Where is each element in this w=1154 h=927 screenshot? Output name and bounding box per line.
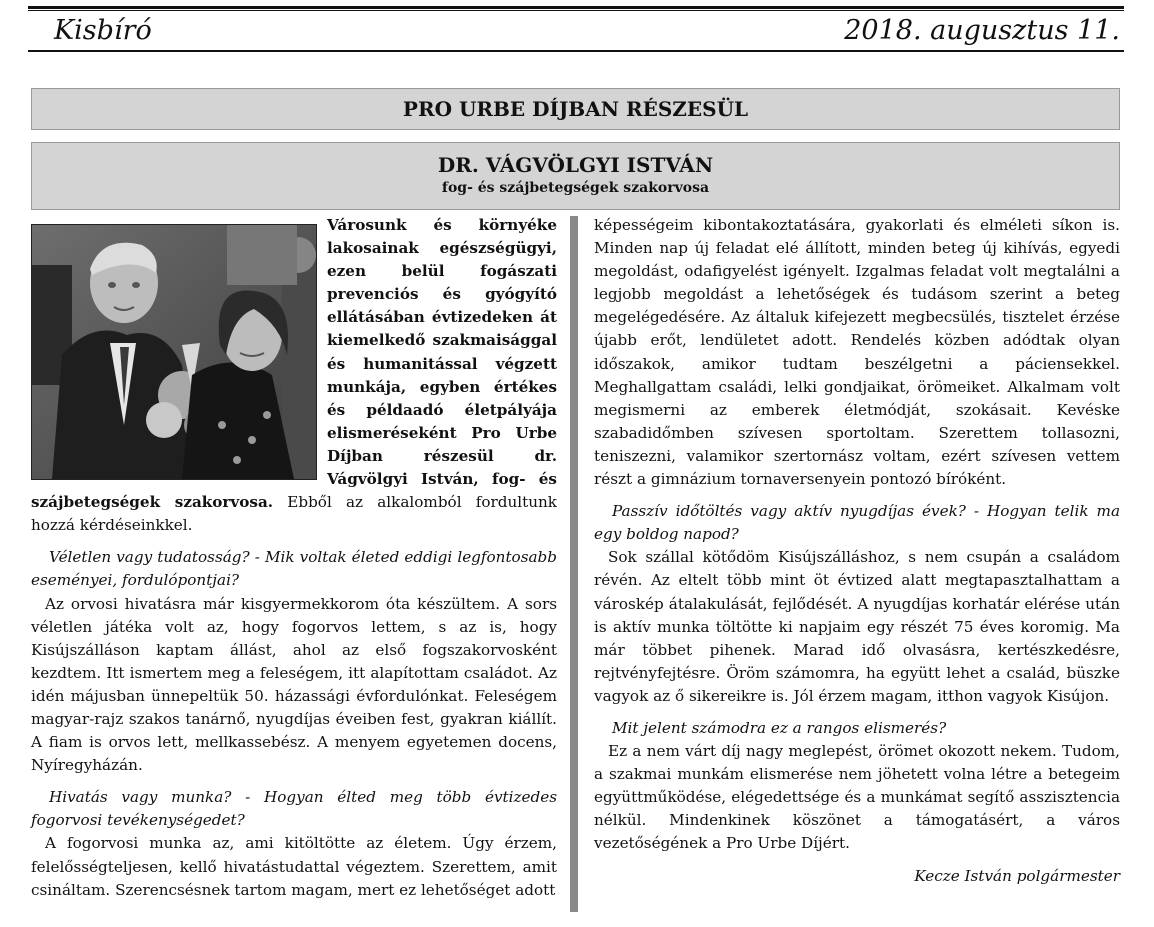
award-banner [31,88,1120,130]
signature: Kecze István polgármester [914,866,1120,885]
intro-rest: Ebből az alkalomból fordultunk hozzá kérdéseinkkel. [31,493,558,535]
question-1: Véletlen vagy tudatosság? - Mik voltak életed eddigi legfontosabb eseményei, fordulópontjai? [31,548,557,590]
name-banner [31,142,1120,210]
masthead [28,14,1124,48]
masthead-top-rule [28,6,1124,9]
answer-3: Sok szállal kötődöm Kisújszálláshoz, s nem csupán a családom révén. Az eltelt több mint öt évtized alatt megtapasztalhattam a városkép átalakulását, fejlődését. A nyugdíjas korhatár elérése után is aktív munka töltötte ki napjaim egy részét 75 éves koromig. Ma már többet pihenek. Marad idő olvasásra, kertészkedésre, rejtvényfejtésre. Öröm számomra, ha együtt lehet a család, büszke vagyok az ő sikereikre is. Jól érzem magam, itthon vagyok Kisújon. [594,548,1120,705]
article-column-right [594,214,1120,888]
publication-title: Kisbíró [54,15,152,46]
question-2: Hivatás vagy munka? - Hogyan élted meg több évtizedes fogorvosi tevékenységedet? [31,788,557,830]
award-heading: PRO URBE DÍJBAN RÉSZESÜL [402,97,749,121]
honoree-name: DR. VÁGVÖLGYI ISTVÁN [437,153,714,177]
article-column-left [31,214,557,902]
intro-lead: Városunk és környéke lakosainak egészségügyi, ezen belül fogászati prevenciós és gyógyító ellátásában évtizedeken át kiemelkedő szakmaisággal és humanitással végzett munkája, egyben értékes és példaadó életpályája elismeréseként Pro Urbe Díjban részesül dr. Vágvölgyi István, fog- és szájbetegségek szakorvosa. [31,216,557,512]
portrait-photo [31,224,317,480]
photo-illustration [32,225,316,479]
masthead-bottom-rule [28,50,1124,52]
masthead-top-rule-thin [28,10,1124,11]
column-divider [570,216,578,912]
question-4: Mit jelent számodra ez a rangos elismerés? [612,718,947,737]
answer-2-part-1: A fogorvosi munka az, ami kitöltötte az életem. Úgy érzem, felelősségteljesen, kellő hivatástudattal végeztem. Szerettem, amit csináltam. Szerencsésnek tartom magam, mert ez lehetőséget adott [31,834,557,899]
answer-4: Ez a nem várt díj nagy meglepést, örömet okozott nekem. Tudom, a szakmai munkám elismerése nem jöhetett volna létre a betegeim együttműködése, elégedettsége és a munkámat segítő asszisztencia nélkül. Mindenkinek köszönet a támogatásért, a város vezetőségének a Pro Urbe Díjért. [594,742,1120,853]
question-3: Passzív időtöltés vagy aktív nyugdíjas évek? - Hogyan telik ma egy boldog napod? [594,502,1120,544]
answer-1: Az orvosi hivatásra már kisgyermekkorom óta készültem. A sors véletlen játéka volt az, hogy fogorvos lettem, s az is, hogy Kisújszálláson kaptam állást, ahol az első fogszakorvosként kezdtem. Itt ismertem meg a feleségem, itt alapítottam családot. Az idén májusban ünnepeltük 50. házassági évfordulónkat. Feleségem magyar-rajz szakos tanárnő, nyugdíjas éveiben fest, gyakran kiállít. A fiam is orvos lett, mellkassebész. A menyem egyetemen docens, Nyíregyházán. [31,594,557,775]
issue-date: 2018. augusztus 11. [844,15,1120,46]
honoree-title: fog- és szájbetegségek szakorvosa [441,180,710,196]
answer-2-part-2: képességeim kibontakoztatására, gyakorlati és elméleti síkon is. Minden nap új feladat elé állított, minden beteg új kihívás, egyedi megoldást, odafigyelést igényelt. Izgalmas feladat volt megtalálni a legjobb megoldást a lehetőségek és tudásom szerint a beteg megelégedésére. Az általuk kifejezett megbecsülés, tisztelet érzése újabb erőt, lendületet adott. Rendelés közben adódtak olyan időszakok, amikor tudtam beszélgetni a páciensekkel. Meghallgattam családi, lelki gondjaikat, örömeiket. Alkalmam volt megismerni az emberek életmódját, szokásait. Kevéske szabadidőmben szívesen sportoltam. Szerettem tollasozni, teniszezni, valamikor szertornász voltam, ezért szívesen vettem részt a gimnázium tornaversenyein pontozó bíróként. [594,216,1120,489]
